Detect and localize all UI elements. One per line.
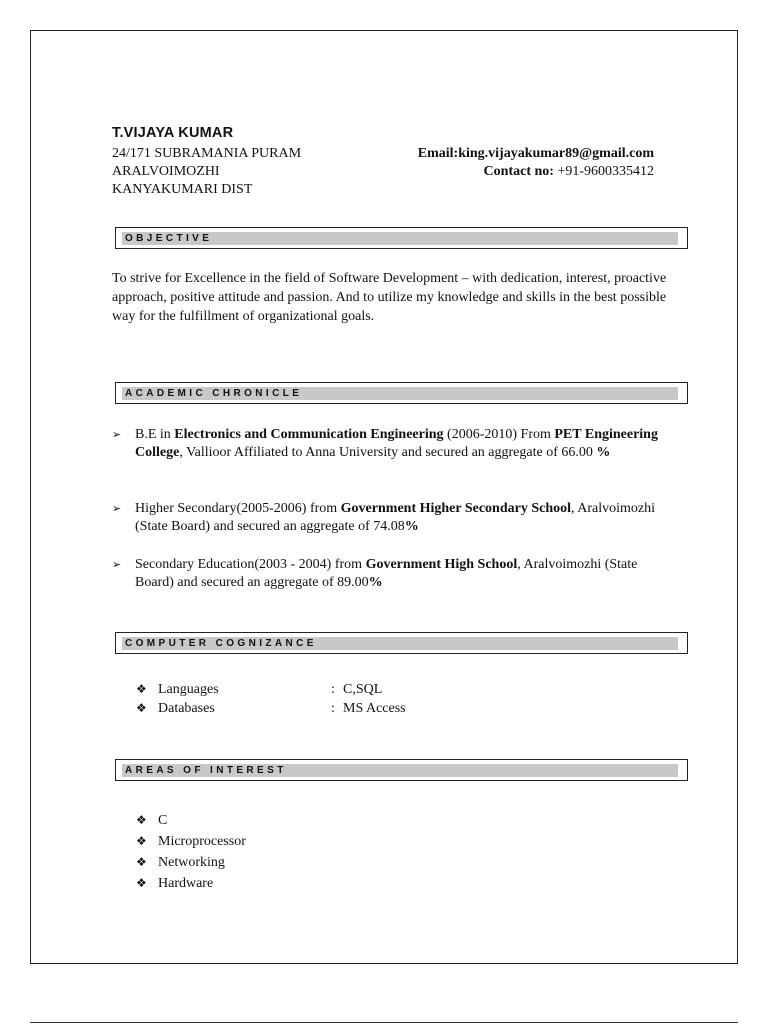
interest-item xyxy=(136,852,246,873)
skill-separator: : xyxy=(331,701,335,716)
interest-label: Networking xyxy=(158,855,225,870)
arrow-bullet-icon: ➢ xyxy=(112,502,122,515)
interest-label: Hardware xyxy=(158,876,214,891)
section-title: ACADEMIC CHRONICLE xyxy=(125,388,303,399)
academic-item-sslc xyxy=(112,556,672,592)
skill-separator: : xyxy=(331,682,335,697)
section-header-objective xyxy=(115,227,688,249)
academic-item-be xyxy=(112,426,672,462)
section-title: OBJECTIVE xyxy=(125,233,213,244)
four-diamond-bullet-icon: ❖ xyxy=(136,855,147,869)
academic-item-hsc xyxy=(112,500,672,536)
skill-row xyxy=(136,699,406,718)
four-diamond-bullet-icon: ❖ xyxy=(136,701,147,715)
section-title: COMPUTER COGNIZANCE xyxy=(125,638,317,649)
percent-sign: % xyxy=(404,519,419,534)
address-block xyxy=(112,145,301,199)
arrow-bullet-icon: ➢ xyxy=(112,428,122,441)
text-run: Secondary Education(2003 - 2004) from xyxy=(135,557,366,572)
skill-value: MS Access xyxy=(343,701,406,716)
four-diamond-bullet-icon: ❖ xyxy=(136,876,147,890)
interest-item xyxy=(136,873,246,894)
text-run: B.E in xyxy=(135,427,175,442)
text-run: , Aralvoimozhi (State Board) and secured an aggregate of 74.08 xyxy=(135,501,656,534)
contact-number: +91-9600335412 xyxy=(553,164,654,179)
degree-name: Electronics and Communication Engineering xyxy=(174,427,444,442)
skill-key: Databases xyxy=(158,701,215,716)
interest-item xyxy=(136,831,246,852)
contact-block xyxy=(418,145,654,181)
objective-text: To strive for Excellence in the field of Software Development – with dedication, interest, proactive approach, positive attitude and passion. And to utilize my knowledge and skills in the best possible way for the fulfillment of organizational goals. xyxy=(112,271,667,324)
school-name: Government High School xyxy=(365,557,518,572)
address-line: ARALVOIMOZHI xyxy=(112,164,220,179)
next-page-edge xyxy=(30,1022,738,1023)
section-header-academic xyxy=(115,382,688,404)
percent-sign: % xyxy=(596,445,611,460)
candidate-name: T.VIJAYA KUMAR xyxy=(112,125,234,141)
interest-label: Microprocessor xyxy=(158,834,246,849)
text-run: , Aralvoimozhi (State Board) and secured an aggregate of 89.00 xyxy=(135,557,638,590)
arrow-bullet-icon: ➢ xyxy=(112,558,122,571)
text-run: , Vallioor Affiliated to Anna University and secured an aggregate of 66.00 xyxy=(179,445,597,460)
skill-row xyxy=(136,680,406,699)
contact-label: Contact no: xyxy=(483,164,554,179)
interest-item xyxy=(136,810,246,831)
text-run: (2006-2010) From xyxy=(443,427,555,442)
email-label: Email: xyxy=(417,146,459,161)
text-run: Higher Secondary(2005-2006) from xyxy=(135,501,341,516)
address-line: 24/171 SUBRAMANIA PURAM xyxy=(112,146,302,161)
section-header-interest xyxy=(115,759,688,781)
email-address[interactable]: king.vijayakumar89@gmail.com xyxy=(458,146,654,161)
skill-key: Languages xyxy=(158,682,219,697)
section-header-computer xyxy=(115,632,688,654)
skill-value: C,SQL xyxy=(343,682,383,697)
skills-list xyxy=(136,680,406,718)
interest-label: C xyxy=(158,813,168,828)
interest-list xyxy=(136,810,246,894)
school-name: Government Higher Secondary School xyxy=(340,501,572,516)
email-line xyxy=(418,145,654,163)
college-name: PET Engineering College xyxy=(135,427,658,460)
four-diamond-bullet-icon: ❖ xyxy=(136,682,147,696)
percent-sign: % xyxy=(368,575,383,590)
address-line: KANYAKUMARI DIST xyxy=(112,182,253,197)
four-diamond-bullet-icon: ❖ xyxy=(136,813,147,827)
phone-line xyxy=(418,163,654,181)
section-title: AREAS OF INTEREST xyxy=(125,765,287,776)
four-diamond-bullet-icon: ❖ xyxy=(136,834,147,848)
